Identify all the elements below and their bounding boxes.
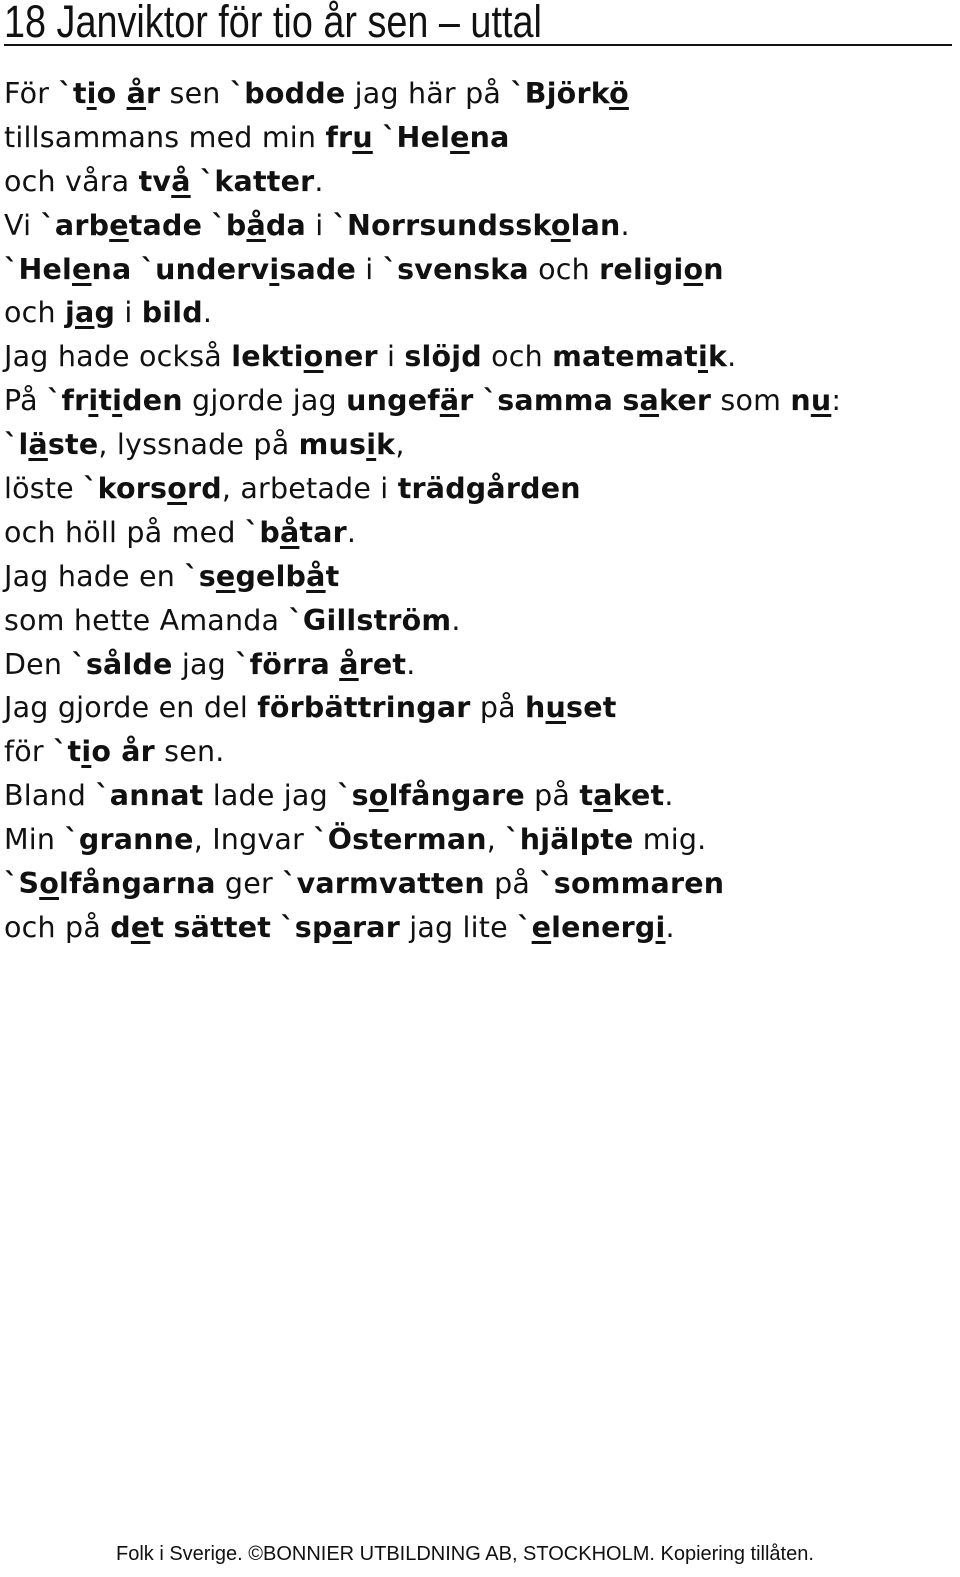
bold-word: `Hel <box>4 252 73 286</box>
bold-word: `S <box>4 867 40 901</box>
text-line <box>4 774 954 818</box>
text-segment: jag <box>172 647 236 681</box>
bold-word: ket <box>612 779 665 813</box>
stressed-vowel: ö <box>609 77 629 110</box>
bold-word: `katter <box>199 164 315 198</box>
bold-word: j <box>65 296 76 330</box>
text-line <box>4 730 954 774</box>
bold-word: `Björk <box>510 77 610 110</box>
bold-word: ` <box>517 910 532 944</box>
text-segment: Jag hade också <box>4 340 232 374</box>
text-segment <box>373 121 382 154</box>
text-segment: på <box>470 691 526 725</box>
text-line <box>4 160 954 204</box>
bold-word: `sommaren <box>539 867 725 901</box>
bold-word: `Hel <box>382 120 451 154</box>
text-segment: och våra <box>4 164 139 198</box>
copyright-footer: Folk i Sverige. ©BONNIER UTBILDNING AB, STOCKHOLM. Kopiering tillåten. <box>116 1543 814 1565</box>
bold-word: `sp <box>280 910 333 944</box>
text-segment: sen. <box>154 735 225 769</box>
text-segment: lade jag <box>203 779 338 813</box>
bold-word: d <box>110 910 131 944</box>
bold-word: `Gillström <box>288 603 452 637</box>
stressed-vowel: å <box>126 77 146 110</box>
stressed-vowel: e <box>109 208 129 242</box>
bold-word: t <box>579 779 594 813</box>
stressed-vowel: a <box>593 779 613 813</box>
bold-word: bild <box>141 296 203 330</box>
bold-word: `underv <box>140 252 270 286</box>
bold-word: lenerg <box>551 910 656 944</box>
bold-word: ungef <box>346 384 440 418</box>
text-line <box>4 686 954 730</box>
stressed-vowel: ä <box>28 428 48 462</box>
text-segment <box>613 384 622 417</box>
stressed-vowel: e <box>130 910 151 944</box>
bold-word: set <box>566 691 617 725</box>
text-segment <box>474 384 483 417</box>
bold-word: ner <box>323 340 378 374</box>
text-body <box>4 72 954 950</box>
bold-word: `varmvatten <box>282 867 485 901</box>
bold-word: t <box>325 559 340 593</box>
stressed-vowel: o <box>39 867 59 901</box>
stressed-vowel: ä <box>439 384 460 418</box>
bold-word: h <box>525 691 546 725</box>
bold-word: religi <box>599 252 684 286</box>
text-segment <box>330 648 339 681</box>
text-segment: gjorde jag <box>182 384 347 418</box>
text-segment: . <box>202 296 213 330</box>
text-segment: . <box>664 779 674 813</box>
text-line <box>4 599 954 643</box>
text-segment: och <box>528 252 600 286</box>
stressed-vowel: a <box>639 384 659 418</box>
bold-word: lekti <box>231 340 304 374</box>
text-segment: , <box>486 823 506 857</box>
text-segment: i <box>377 340 405 374</box>
stressed-vowel: i <box>112 384 123 418</box>
bold-word: lfångare <box>388 779 525 813</box>
bold-word: `Norrsundssk <box>332 208 551 242</box>
text-segment: tillsammans med min <box>4 120 326 154</box>
text-segment: . <box>620 208 630 242</box>
bold-word: t <box>150 910 165 944</box>
stressed-vowel: e <box>72 252 92 286</box>
bold-word: slöjd <box>404 340 482 374</box>
text-segment: . <box>314 164 324 198</box>
text-segment: på <box>524 779 580 813</box>
text-segment: i <box>356 252 383 286</box>
bold-word: lan <box>570 208 621 242</box>
text-segment: och höll på med <box>4 515 245 549</box>
bold-word: `l <box>4 428 29 462</box>
text-line <box>4 511 954 555</box>
stressed-vowel: å <box>279 515 300 549</box>
text-line <box>4 423 954 467</box>
text-line <box>4 818 954 862</box>
text-segment: Min <box>4 823 65 857</box>
stressed-vowel: i <box>86 77 97 110</box>
bold-word: fr <box>325 120 353 154</box>
text-segment: Vi <box>4 208 41 242</box>
text-segment: för <box>4 735 54 769</box>
bold-word: `granne <box>64 823 194 857</box>
bold-word: o <box>96 77 127 110</box>
text-line <box>4 335 954 379</box>
text-segment: . <box>346 515 357 549</box>
stressed-vowel: å <box>246 208 266 242</box>
bold-word: k <box>707 340 728 374</box>
text-segment: löste <box>4 472 84 506</box>
bold-word: tade <box>128 208 203 242</box>
text-segment: som hette Amanda <box>4 603 289 637</box>
bold-word: da <box>265 208 306 242</box>
stressed-vowel: a <box>75 296 95 330</box>
bold-word: `bodde <box>229 77 346 110</box>
text-segment: , arbetade i <box>221 472 398 506</box>
bold-word: sade <box>279 252 357 286</box>
stressed-vowel: o <box>368 779 389 813</box>
text-segment: . <box>727 340 737 374</box>
text-segment: Bland <box>4 779 96 813</box>
bold-word: `annat <box>95 779 204 813</box>
stressed-vowel: å <box>339 647 359 681</box>
stressed-vowel: i <box>88 384 99 418</box>
stressed-vowel: i <box>655 910 666 944</box>
text-segment: jag lite <box>399 910 518 944</box>
text-line <box>4 248 954 292</box>
text-segment: . <box>406 647 416 681</box>
bold-word: o år <box>91 735 155 769</box>
bold-word: na <box>469 120 510 154</box>
text-segment: sen <box>160 77 230 110</box>
text-line <box>4 643 954 687</box>
bold-word: r <box>146 77 161 110</box>
stressed-vowel: å <box>171 164 191 198</box>
bold-word: `s <box>184 559 216 593</box>
bold-word: tv <box>138 164 172 198</box>
text-line <box>4 862 954 906</box>
bold-word: tar <box>299 515 347 549</box>
bold-word: t <box>72 77 87 110</box>
stressed-vowel: u <box>810 384 832 418</box>
bold-word: `hjälpte <box>505 823 634 857</box>
bold-word: förbättringar <box>257 691 471 725</box>
text-segment: För <box>4 77 59 110</box>
bold-word: rd <box>187 472 222 506</box>
text-segment: På <box>4 384 48 418</box>
bold-word: `sålde <box>71 647 173 681</box>
bold-word: `arb <box>40 208 110 242</box>
text-segment: och <box>4 296 66 330</box>
text-segment: i <box>305 208 333 242</box>
bold-word: `b <box>244 515 280 549</box>
text-line <box>4 555 954 599</box>
text-segment: . <box>665 910 675 944</box>
text-line <box>4 72 954 116</box>
text-segment <box>202 209 211 242</box>
text-segment: och på <box>4 910 111 944</box>
stressed-vowel: i <box>698 340 708 374</box>
stressed-vowel: e <box>215 559 236 593</box>
text-segment: , lyssnade på <box>98 428 299 462</box>
text-segment: , Ingvar <box>193 823 314 857</box>
text-line <box>4 467 954 511</box>
text-line <box>4 906 954 950</box>
bold-word: `t <box>53 735 82 769</box>
bold-word: `Österman <box>313 823 487 857</box>
stressed-vowel: å <box>306 559 326 593</box>
text-segment: . <box>451 603 461 637</box>
bold-word: `s <box>337 779 369 813</box>
bold-word: trädgården <box>397 472 581 506</box>
bold-word: ste <box>47 428 99 462</box>
bold-word: matemat <box>552 340 698 374</box>
stressed-vowel: e <box>531 910 552 944</box>
bold-word: n <box>703 252 724 286</box>
text-line <box>4 379 954 423</box>
bold-word: den <box>122 384 183 418</box>
text-segment: som <box>711 384 791 418</box>
bold-word: s <box>622 384 640 418</box>
stressed-vowel: o <box>167 472 187 506</box>
text-line <box>4 291 954 335</box>
bold-word: `förra <box>235 647 330 681</box>
bold-word: sättet <box>173 910 272 944</box>
bold-word: rar <box>352 910 400 944</box>
bold-word: `samma <box>482 384 614 418</box>
stressed-vowel: a <box>332 910 353 944</box>
bold-word: ` <box>58 77 73 110</box>
stressed-vowel: o <box>683 252 704 286</box>
text-line <box>4 116 954 160</box>
bold-word: n <box>790 384 811 418</box>
text-segment: och <box>481 340 553 374</box>
bold-word: g <box>94 296 116 330</box>
bold-word: lfångarna <box>58 867 216 901</box>
text-segment: : <box>831 384 842 418</box>
text-line <box>4 204 954 248</box>
stressed-vowel: u <box>545 691 567 725</box>
bold-word: `b <box>211 208 247 242</box>
bold-word: t <box>98 384 113 418</box>
text-segment <box>191 165 200 198</box>
text-segment: mig. <box>633 823 707 857</box>
text-segment: , <box>395 428 405 462</box>
text-segment: Jag gjorde en del <box>4 691 258 725</box>
bold-word: `svenska <box>382 252 529 286</box>
bold-word: mus <box>298 428 367 462</box>
stressed-vowel: u <box>352 120 373 154</box>
bold-word: ret <box>358 647 407 681</box>
text-segment: Jag hade en <box>4 559 185 593</box>
title-rule <box>4 44 952 46</box>
stressed-vowel: i <box>366 428 377 462</box>
stressed-vowel: o <box>550 208 571 242</box>
bold-word: gelb <box>235 559 307 593</box>
stressed-vowel: i <box>81 735 92 769</box>
text-segment: ger <box>215 867 283 901</box>
bold-word: na <box>91 252 132 286</box>
stressed-vowel: e <box>450 120 470 154</box>
bold-word: `kors <box>83 472 168 506</box>
text-segment: jag här på <box>345 77 511 110</box>
stressed-vowel: i <box>269 252 280 286</box>
text-segment <box>271 911 280 944</box>
text-segment: på <box>484 867 540 901</box>
bold-word: ker <box>658 384 712 418</box>
text-segment: i <box>115 296 142 330</box>
bold-word: `fr <box>47 384 89 418</box>
stressed-vowel: o <box>303 340 324 374</box>
text-segment <box>131 253 140 286</box>
bold-word: k <box>376 428 396 462</box>
page-title: 18 Janviktor för tio år sen – uttal <box>4 0 542 47</box>
bold-word: r <box>459 384 474 418</box>
text-segment: Den <box>4 647 72 681</box>
